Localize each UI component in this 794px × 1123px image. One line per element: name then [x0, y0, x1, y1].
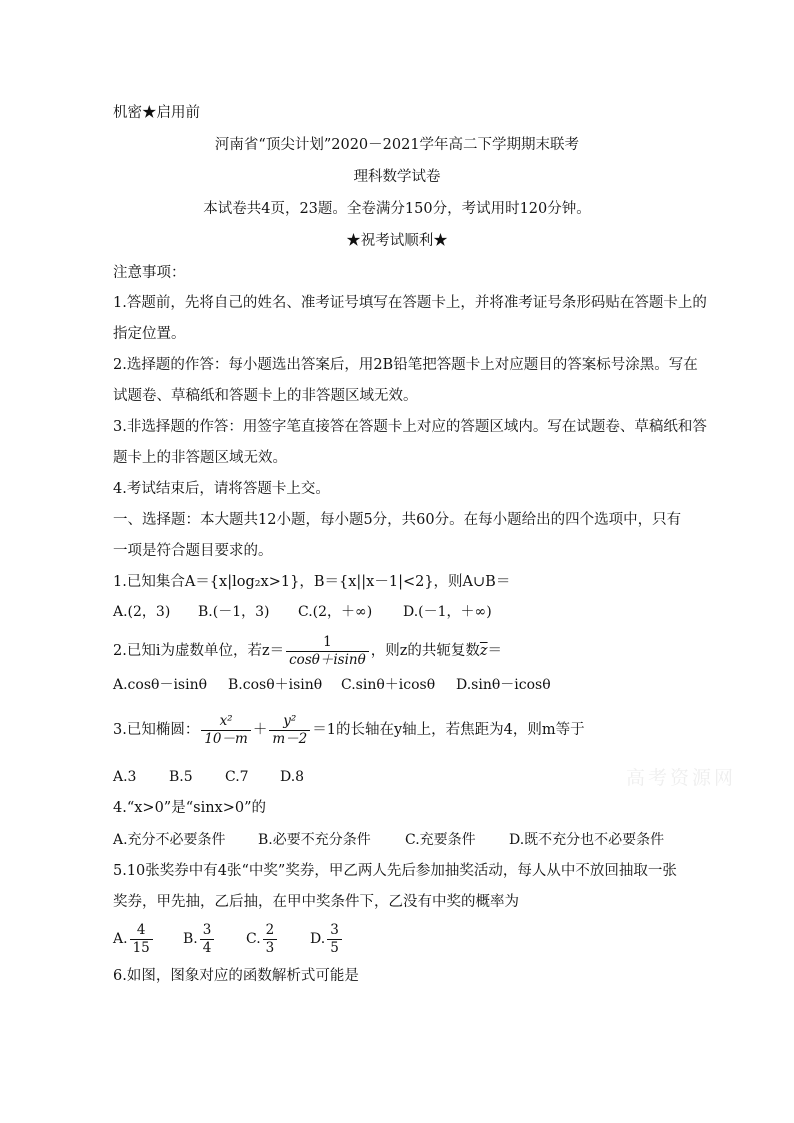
q5-option-b-fraction	[200, 922, 215, 957]
q4-stem: 4.“x>0”是“sinx>0”的	[113, 800, 267, 816]
note-3-line-2: 题卡上的非答题区域无效。	[113, 450, 287, 466]
q5-option-b-label: B.	[183, 931, 198, 947]
q1-stem: 1.已知集合A＝{x|log₂x>1}，B＝{x||x－1|<2}，则A∪B＝	[113, 574, 511, 590]
q2-mid: ，则z的共轭复数	[370, 643, 480, 659]
q3-fraction-x-denominator: 10－m	[201, 730, 250, 748]
q1-option-d: D.(－1，＋∞)	[403, 604, 492, 620]
section-1-line-1: 一、选择题：本大题共12小题，每小题5分，共60分。在每小题给出的四个选项中，只有	[113, 512, 682, 528]
exam-subject: 理科数学试卷	[353, 169, 441, 185]
note-2-line-2: 试题卷、草稿纸和答题卡上的非答题区域无效。	[113, 388, 418, 404]
q5-option-c-numerator: 2	[265, 921, 275, 938]
q2-prefix: 2.已知i为虚数单位，若z＝	[113, 643, 285, 659]
notes-heading: 注意事项：	[113, 265, 186, 281]
q5-option-d-numerator: 3	[330, 921, 339, 938]
q2-option-c: C.sinθ＋icosθ	[341, 677, 436, 693]
q1-option-a: A.(2，3)	[113, 604, 171, 620]
q3-fraction-x-numerator: x²	[219, 712, 233, 729]
exam-wish: ★祝考试顺利★	[346, 233, 448, 249]
q3-prefix: 3.已知椭圆：	[113, 722, 200, 738]
q3-option-d: D.8	[280, 769, 305, 785]
q5-option-a-label: A.	[113, 931, 128, 947]
q1-option-b: B.(－1，3)	[198, 604, 270, 620]
q4-option-d: D.既不充分也不必要条件	[509, 832, 665, 848]
q5-option-c-label: C.	[246, 931, 261, 947]
q3-option-b: B.5	[169, 769, 193, 785]
q5-stem-line-1: 5.10张奖券中有4张“中奖”奖券，甲乙两人先后参加抽奖活动，每人从中不放回抽取一张	[113, 863, 677, 879]
q5-option-d	[310, 920, 344, 958]
note-3-line-1: 3.非选择题的作答：用签字笔直接答在答题卡上对应的答题区域内。写在试题卷、草稿纸和答	[113, 419, 707, 435]
q3-suffix: ＝1的长轴在y轴上，若焦距为4，则m等于	[312, 722, 585, 738]
section-1-line-2: 一项是符合题目要求的。	[113, 543, 273, 559]
q5-option-b	[183, 920, 216, 958]
q5-option-a-fraction	[130, 922, 153, 957]
q2-option-d: D.sinθ－icosθ	[456, 677, 551, 693]
q2-option-b: B.cosθ＋isinθ	[228, 677, 323, 693]
q5-option-b-denominator: 4	[200, 939, 215, 957]
q3-option-c: C.7	[225, 769, 249, 785]
note-1-line-1: 1.答题前，先将自己的姓名、准考证号填写在答题卡上，并将准考证号条形码贴在答题卡上的	[113, 295, 707, 311]
q5-option-c	[246, 920, 279, 958]
q5-option-b-numerator: 3	[202, 921, 212, 938]
q5-option-a-denominator: 15	[130, 939, 153, 957]
q5-stem-line-2: 奖券，甲先抽，乙后抽，在甲中奖条件下，乙没有中奖的概率为	[113, 894, 519, 910]
q1-option-c: C.(2，＋∞)	[298, 604, 373, 620]
note-4: 4.考试结束后，请将答题卡上交。	[113, 481, 330, 497]
q3-fraction-y-denominator: m－2	[269, 730, 310, 748]
note-2-line-1: 2.选择题的作答：每小题选出答案后，用2B铅笔把答题卡上对应题目的答案标号涂黑。写在	[113, 357, 698, 373]
note-1-line-2: 指定位置。	[113, 326, 186, 342]
q2-suffix: ＝	[487, 643, 503, 659]
watermark: 高考资源网	[626, 767, 737, 789]
q5-option-a-numerator: 4	[136, 921, 146, 938]
q4-option-a: A.充分不必要条件	[113, 832, 226, 848]
q3-stem	[113, 710, 585, 750]
q2-fraction-denominator: cosθ＋isinθ	[286, 651, 369, 669]
q5-option-d-denominator: 5	[327, 939, 342, 957]
q3-plus: ＋	[252, 722, 268, 738]
q2-fraction-numerator: 1	[323, 633, 332, 650]
q4-option-c: C.充要条件	[405, 832, 476, 848]
confidential-label: 机密★启用前	[113, 105, 200, 121]
q4-option-b: B.必要不充分条件	[258, 832, 371, 848]
q5-option-d-label: D.	[310, 931, 326, 947]
q5-option-d-fraction	[327, 922, 342, 957]
q2-conjugate-z: $\overline{z}$	[479, 643, 488, 659]
q3-fraction-y-numerator: y²	[283, 712, 297, 729]
q5-option-c-denominator: 3	[263, 939, 278, 957]
q2-fraction	[286, 634, 369, 669]
q2-stem	[113, 632, 502, 670]
q6-stem: 6.如图，图象对应的函数解析式可能是	[113, 968, 359, 984]
exam-title: 河南省“顶尖计划”2020－2021学年高二下学期期末联考	[214, 137, 580, 153]
q5-option-c-fraction	[263, 922, 278, 957]
q3-fraction-x	[201, 713, 250, 748]
q2-option-a: A.cosθ－isinθ	[113, 677, 208, 693]
q3-fraction-y	[269, 713, 310, 748]
q5-option-a	[113, 920, 155, 958]
q3-option-a: A.3	[113, 769, 137, 785]
exam-info: 本试卷共4页，23题。全卷满分150分，考试用时120分钟。	[203, 201, 591, 217]
